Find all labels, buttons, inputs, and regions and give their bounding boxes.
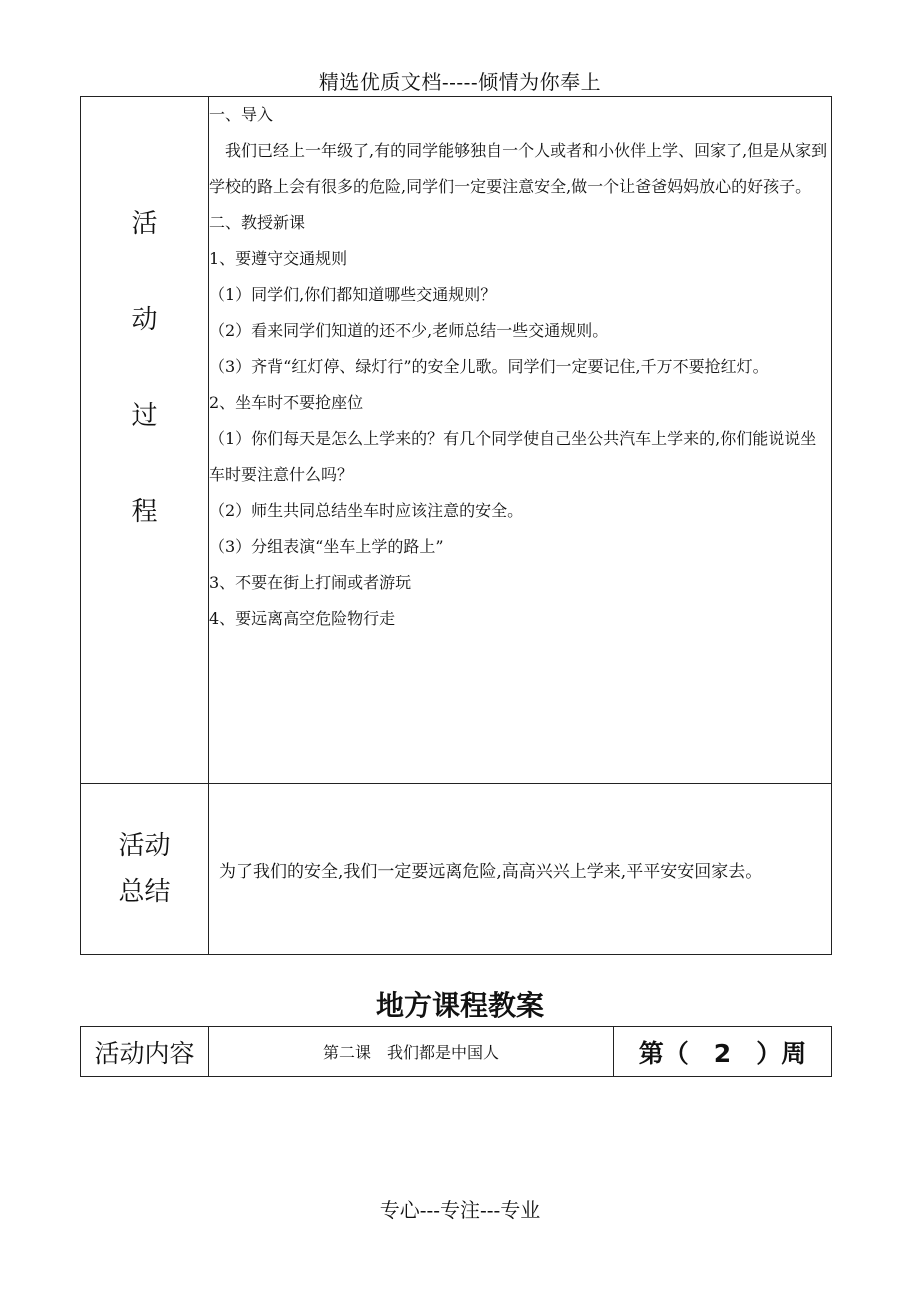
lesson-plan-row (81, 1027, 832, 1077)
process-label-char: 程 (131, 497, 158, 527)
activity-table (80, 96, 832, 955)
process-line: 2、坐车时不要抢座位 (209, 393, 364, 412)
lesson-plan-table (80, 1026, 832, 1077)
activity-process-content (209, 97, 832, 784)
process-line: （2）看来同学们知道的还不少,老师总结一些交通规则。 (209, 321, 609, 340)
activity-process-row (81, 97, 832, 784)
process-line: 1、要遵守交通规则 (209, 249, 348, 268)
process-line: （1）同学们,你们都知道哪些交通规则？ (209, 285, 497, 304)
process-line: 4、要远离高空危险物行走 (209, 609, 396, 628)
process-line: （1）你们每天是怎么上学来的？有几个同学使自己坐公共汽车上学来的,你们能说说坐车时要注意什么吗？ (209, 429, 817, 484)
lesson-plan-title: 地方课程教案 (375, 989, 544, 1022)
activity-content-label: 活动内容 (81, 1027, 209, 1077)
process-line: （2）师生共同总结坐车时应该注意的安全。 (209, 501, 524, 520)
summary-label-line: 总结 (118, 877, 171, 907)
activity-summary-label (81, 784, 209, 955)
page-header: 精选优质文档-----倾情为你奉上 (318, 70, 602, 94)
lesson-title-cell: 第二课 我们都是中国人 (209, 1027, 614, 1077)
process-label-char: 活 (131, 209, 158, 239)
activity-process-label (81, 97, 209, 784)
process-line: 3、不要在街上打闹或者游玩 (209, 573, 412, 592)
activity-summary-content: 为了我们的安全,我们一定要远离危险,高高兴兴上学来,平平安安回家去。 (209, 784, 832, 955)
process-label-char: 过 (131, 401, 158, 431)
week-number-cell: 第（ 2 ）周 (614, 1027, 832, 1077)
process-line: 我们已经上一年级了,有的同学能够独自一个人或者和小伙伴上学、回家了,但是从家到学校的路上会有很多的危险,同学们一定要注意安全,做一个让爸爸妈妈放心的好孩子。 (209, 141, 828, 196)
process-line: （3）分组表演“坐车上学的路上” (209, 537, 444, 556)
process-line: 二、教授新课 (209, 213, 306, 232)
page-footer: 专心---专注---专业 (379, 1198, 541, 1222)
process-label-char: 动 (131, 305, 158, 335)
summary-label-line: 活动 (118, 831, 171, 861)
process-line: 一、导入 (209, 105, 274, 124)
process-line: （3）齐背“红灯停、绿灯行”的安全儿歌。同学们一定要记住,千万不要抢红灯。 (209, 357, 769, 376)
activity-summary-row (81, 784, 832, 955)
